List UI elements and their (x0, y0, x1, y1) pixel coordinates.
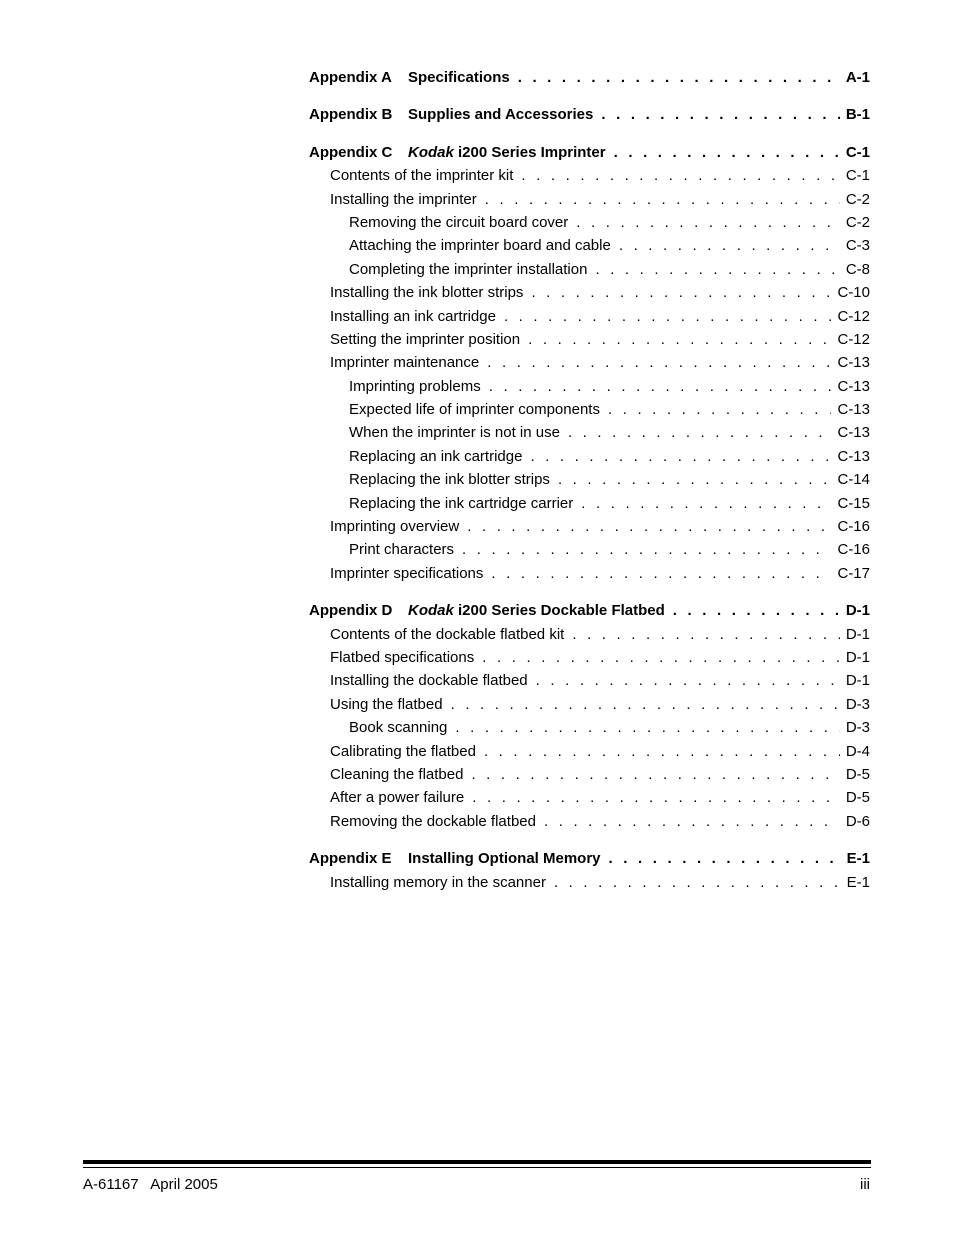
entry-title: Cleaning the flatbed (330, 765, 464, 783)
toc-entry[interactable] (309, 871, 870, 894)
toc-entry[interactable] (309, 398, 870, 421)
footer-page-number: iii (860, 1176, 870, 1193)
toc-entry[interactable] (309, 538, 870, 561)
table-of-contents (309, 66, 870, 894)
dot-leader (472, 786, 840, 809)
appendix-title: i200 Series Dockable Flatbed (453, 602, 665, 620)
toc-entry[interactable] (309, 234, 870, 257)
dot-leader (619, 234, 840, 257)
dot-leader (595, 258, 839, 281)
dot-leader (504, 305, 832, 328)
entry-title: Print characters (349, 541, 455, 559)
entry-title: Book scanning (349, 719, 448, 737)
entry-title: Completing the imprinter installation (349, 260, 588, 278)
toc-entry[interactable] (309, 740, 870, 763)
entry-title: Imprinter specifications (330, 564, 484, 582)
toc-entry[interactable] (309, 693, 870, 716)
dot-leader (471, 763, 839, 786)
dot-leader (489, 375, 832, 398)
entry-title: Removing the circuit board cover (349, 213, 569, 231)
entry-title: Imprinter maintenance (330, 354, 480, 372)
page-number: D-6 (845, 812, 870, 830)
toc-entry[interactable] (309, 258, 870, 281)
page-number: A-1 (845, 69, 870, 86)
entry-title: Using the flatbed (330, 695, 443, 713)
dot-leader (601, 103, 839, 126)
page-number: D-1 (845, 625, 870, 643)
dot-leader (484, 740, 840, 763)
appendix-heading (309, 66, 510, 89)
page-number: C-1 (845, 167, 870, 185)
dot-leader (467, 515, 831, 538)
page-number: B-1 (845, 106, 870, 124)
appendix-brand: Kodak (408, 143, 454, 161)
toc-entry[interactable] (309, 328, 870, 351)
toc-entry[interactable] (309, 646, 870, 669)
appendix-title: i200 Series Imprinter (453, 143, 606, 161)
toc-entry[interactable] (309, 211, 870, 234)
page-number: D-1 (845, 602, 870, 620)
page-number: C-15 (837, 494, 870, 512)
dot-leader (485, 188, 840, 211)
toc-appendix-entry[interactable] (309, 847, 870, 870)
entry-title: Replacing the ink blotter strips (349, 471, 550, 489)
dot-leader (451, 693, 840, 716)
page-number: D-5 (845, 765, 870, 783)
page-number: E-1 (846, 873, 870, 891)
toc-entry[interactable] (309, 445, 870, 468)
page-number: C-12 (837, 330, 870, 348)
page-number: D-3 (845, 719, 870, 737)
entry-title: Removing the dockable flatbed (330, 812, 536, 830)
page-number: D-4 (845, 742, 870, 760)
dot-leader (614, 141, 840, 164)
appendix-label: Appendix E (309, 850, 392, 868)
dot-leader (581, 492, 831, 515)
appendix-label: Appendix A (309, 69, 392, 86)
appendix-title: Specifications (408, 69, 510, 86)
toc-entry[interactable] (309, 763, 870, 786)
dot-leader (568, 421, 832, 444)
appendix-heading (309, 847, 601, 870)
dot-leader (608, 398, 832, 421)
page-number: C-13 (837, 424, 870, 442)
dot-leader (528, 328, 831, 351)
page-number: C-16 (837, 518, 870, 536)
toc-entry[interactable] (309, 351, 870, 374)
appendix-label: Appendix D (309, 602, 393, 620)
toc-entry[interactable] (309, 515, 870, 538)
toc-entry[interactable] (309, 375, 870, 398)
page-number: D-5 (845, 789, 870, 807)
appendix-heading (309, 141, 606, 164)
page-number: C-14 (837, 471, 870, 489)
page-number: C-2 (845, 190, 870, 208)
page-number: C-16 (837, 541, 870, 559)
toc-entry[interactable] (309, 468, 870, 491)
footer-rule-thick (83, 1160, 871, 1164)
entry-title: Flatbed specifications (330, 648, 475, 666)
entry-title: Contents of the imprinter kit (330, 167, 514, 185)
toc-entry[interactable] (309, 669, 870, 692)
entry-title: Contents of the dockable flatbed kit (330, 625, 565, 643)
toc-entry[interactable] (309, 623, 870, 646)
appendix-title: Supplies and Accessories (408, 106, 594, 124)
dot-leader (462, 538, 831, 561)
page-number: C-3 (845, 237, 870, 255)
entry-title: Installing memory in the scanner (330, 873, 546, 891)
toc-entry[interactable] (309, 716, 870, 739)
dot-leader (482, 646, 840, 669)
entry-title: Imprinting overview (330, 518, 460, 536)
entry-title: Imprinting problems (349, 377, 481, 395)
page-number: C-1 (845, 143, 870, 161)
dot-leader (673, 599, 840, 622)
entry-title: Installing the dockable flatbed (330, 672, 528, 690)
page-number: C-17 (837, 564, 870, 582)
toc-entry[interactable] (309, 281, 870, 304)
dot-leader (554, 871, 841, 894)
entry-title: Installing the imprinter (330, 190, 477, 208)
dot-leader (558, 468, 832, 491)
dot-leader (531, 281, 831, 304)
toc-entry[interactable] (309, 492, 870, 515)
appendix-heading (309, 599, 665, 622)
page-number: C-10 (837, 284, 870, 302)
dot-leader (530, 445, 831, 468)
toc-entry[interactable] (309, 562, 870, 585)
footer-doc-info: A-61167 April 2005 (83, 1176, 218, 1193)
appendix-heading (309, 103, 593, 126)
toc-entry[interactable] (309, 421, 870, 444)
toc-entry[interactable] (309, 188, 870, 211)
dot-leader (576, 211, 840, 234)
page-number: E-1 (846, 850, 870, 868)
appendix-label: Appendix B (309, 106, 393, 124)
page-number: C-13 (837, 354, 870, 372)
dot-leader (518, 66, 840, 89)
page-number: C-8 (845, 260, 870, 278)
dot-leader (536, 669, 840, 692)
toc-entry[interactable] (309, 164, 870, 187)
entry-title: When the imprinter is not in use (349, 424, 560, 442)
page-number: C-12 (837, 307, 870, 325)
toc-entry[interactable] (309, 786, 870, 809)
appendix-label: Appendix C (309, 143, 393, 161)
toc-entry[interactable] (309, 305, 870, 328)
footer-rule-thin (83, 1167, 871, 1168)
page-number: C-13 (837, 377, 870, 395)
page-number: C-13 (837, 447, 870, 465)
appendix-title: Installing Optional Memory (408, 850, 601, 868)
dot-leader (487, 351, 831, 374)
entry-title: Installing an ink cartridge (330, 307, 496, 325)
dot-leader (609, 847, 841, 870)
appendix-brand: Kodak (408, 602, 454, 620)
toc-appendix-entry[interactable] (309, 103, 870, 126)
entry-title: After a power failure (330, 789, 465, 807)
entry-title: Installing the ink blotter strips (330, 284, 524, 302)
page-number: D-3 (845, 695, 870, 713)
dot-leader (572, 623, 840, 646)
entry-title: Calibrating the flatbed (330, 742, 476, 760)
dot-leader (491, 562, 831, 585)
dot-leader (521, 164, 839, 187)
page-number: D-1 (845, 648, 870, 666)
entry-title: Setting the imprinter position (330, 330, 521, 348)
toc-appendix-entry[interactable] (309, 141, 870, 164)
entry-title: Attaching the imprinter board and cable (349, 237, 611, 255)
toc-appendix-entry[interactable] (309, 66, 870, 89)
dot-leader (544, 810, 840, 833)
page-number: C-2 (845, 213, 870, 231)
toc-entry[interactable] (309, 810, 870, 833)
entry-title: Expected life of imprinter components (349, 401, 600, 419)
entry-title: Replacing an ink cartridge (349, 447, 523, 465)
dot-leader (455, 716, 839, 739)
page-number: C-13 (837, 401, 870, 419)
entry-title: Replacing the ink cartridge carrier (349, 494, 574, 512)
page-number: D-1 (845, 672, 870, 690)
toc-appendix-entry[interactable] (309, 599, 870, 622)
